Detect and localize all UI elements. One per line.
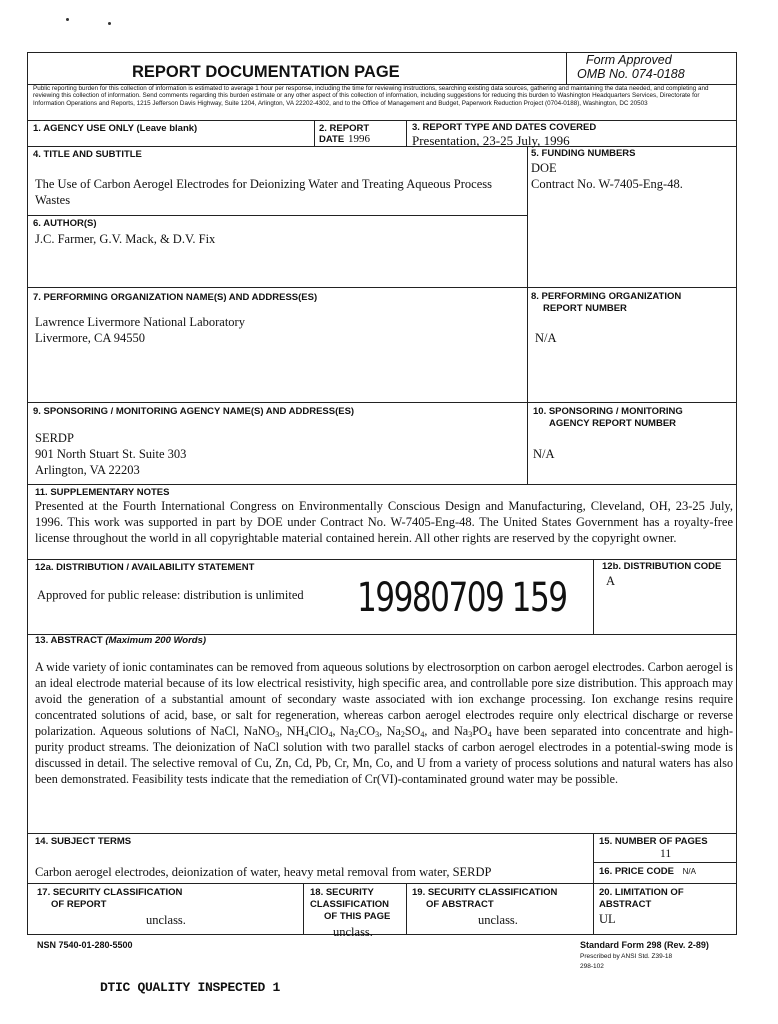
performing-org-label: 7. PERFORMING ORGANIZATION NAME(S) AND ADDRESS(ES) <box>33 292 318 303</box>
report-type-label: 3. REPORT TYPE AND DATES COVERED <box>412 122 597 133</box>
form-code: 298-102 <box>580 963 604 970</box>
report-date-label: 2. REPORT <box>319 123 370 134</box>
rule <box>27 120 737 121</box>
report-date-label-2: DATE <box>319 134 345 145</box>
dtic-quality-stamp: DTIC QUALITY INSPECTED 1 <box>100 980 281 995</box>
rule <box>593 862 737 863</box>
rule <box>303 883 304 935</box>
rule <box>27 402 737 403</box>
security-report-label: 17. SECURITY CLASSIFICATION <box>37 887 183 898</box>
security-abstract-label-2: OF ABSTRACT <box>426 899 494 910</box>
rule <box>27 833 737 834</box>
price-code-label <box>599 866 696 878</box>
abstract-label-note: (Maximum 200 Words) <box>105 635 207 646</box>
number-of-pages-label: 15. NUMBER OF PAGES <box>599 836 708 847</box>
performing-report-label: 8. PERFORMING ORGANIZATION <box>531 291 682 302</box>
rule <box>527 146 528 484</box>
title-subtitle-label: 4. TITLE AND SUBTITLE <box>33 149 142 160</box>
abstract-text: A wide variety of ionic contaminates can be removed from aqueous solutions by electrosorption on carbon aerogel electrodes. Carbon aerogel is an ideal electrode material because of its low electrical resistivity, high specific area, and controllable pore size distribution. This approach may avoid the generation of a substantial amount of secondary waste associated with ion exchange processing. Ion exchange resins require concentrated solutions of acid, base, or salt for regeneration, whereas carbon aerogel electrodes require only electrical discharge or reverse polarization. Aqueous solutions of NaCl, NaNO$_3$, $NH_4ClO_4$, $Na_2CO_3$, $Na_2SO_4$, and $Na_3PO_4$ have been separated into concentrate and high-purity product streams. The deionization of NaCl solution with two parallel stacks of carbon aerogel electrodes in a potential-swing mode is discussed in detail. The selective removal of Cu, Zn, Cd, Pb, Cr, Mn, Co, and U from a variety of process solutions and natural waters has also been demonstrated. Feasibility tests indicate that the remediation of Cr(VI)-contaminated ground water may be possible. <box>35 660 733 786</box>
security-report-value: unclass. <box>146 913 186 927</box>
supplementary-label: 11. SUPPLEMENTARY NOTES <box>35 487 170 498</box>
nsn-number: NSN 7540-01-280-5500 <box>37 940 133 950</box>
authors-label: 6. AUTHOR(S) <box>33 218 97 229</box>
rule <box>27 559 737 560</box>
security-report-label-2: OF REPORT <box>51 899 107 910</box>
abstract-label <box>35 635 206 647</box>
supplementary-value: Presented at the Fourth International Congress on Environmentally Conscious Design and Manufacturing, Cleveland, OH, 23-25 July, 1996. This work was supported in part by DOE under Contract No. W-7405-Eng-48. The United States Government has a royalty-free license throughout the world in all copyrightable material contained herein. All other rights are reserved by the copyright owner. <box>35 499 733 545</box>
limitation-label: 20. LIMITATION OF <box>599 887 684 898</box>
rule <box>593 634 737 635</box>
distribution-code-label: 12b. DISTRIBUTION CODE <box>602 561 722 572</box>
number-of-pages-value: 11 <box>660 848 672 860</box>
security-abstract-value: unclass. <box>478 913 518 927</box>
authors-value: J.C. Farmer, G.V. Mack, & D.V. Fix <box>35 232 216 246</box>
limitation-value: UL <box>599 912 616 926</box>
sponsoring-report-label-2: AGENCY REPORT NUMBER <box>549 418 677 429</box>
price-code-value: N/A <box>682 867 696 876</box>
security-page-label-2: CLASSIFICATION <box>310 899 389 910</box>
rule <box>593 833 594 935</box>
subject-terms-value: Carbon aerogel electrodes, deionization of water, heavy metal removal from water, SERDP <box>35 865 492 879</box>
performing-org-line-1: Lawrence Livermore National Laboratory <box>35 315 245 329</box>
performing-org-line-2: Livermore, CA 94550 <box>35 331 146 345</box>
prescribed-by: Prescribed by ANSI Std. Z39-18 <box>580 953 673 960</box>
rule <box>406 883 407 935</box>
distribution-value: Approved for public release: distribution is unlimited <box>37 588 304 602</box>
performing-report-label-2: REPORT NUMBER <box>543 303 627 314</box>
sponsoring-line-2: 901 North Stuart St. Suite 303 <box>35 447 187 461</box>
rule <box>406 120 407 146</box>
accession-number: 19980709 159 <box>357 575 567 621</box>
standard-form: Standard Form 298 (Rev. 2-89) <box>580 940 709 950</box>
page-title: REPORT DOCUMENTATION PAGE <box>132 63 400 81</box>
limitation-label-2: ABSTRACT <box>599 899 652 910</box>
funding-line-2: Contract No. W-7405-Eng-48. <box>531 177 683 191</box>
distribution-code-value: A <box>606 574 616 588</box>
security-page-label: 18. SECURITY <box>310 887 374 898</box>
sponsoring-line-3: Arlington, VA 22203 <box>35 463 140 477</box>
funding-numbers-label: 5. FUNDING NUMBERS <box>531 148 636 159</box>
form-approved-label: Form Approved <box>586 53 672 67</box>
price-code-label-text: 16. PRICE CODE <box>599 866 674 877</box>
abstract-label-text: 13. ABSTRACT <box>35 635 103 646</box>
distribution-label: 12a. DISTRIBUTION / AVAILABILITY STATEMENT <box>35 562 255 573</box>
agency-use-label: 1. AGENCY USE ONLY (Leave blank) <box>33 123 198 134</box>
rule <box>314 120 315 146</box>
scan-mark <box>108 22 111 25</box>
security-page-label-3: OF THIS PAGE <box>324 911 391 922</box>
scan-mark <box>66 18 69 21</box>
funding-line-1: DOE <box>531 161 557 175</box>
rule <box>27 287 737 288</box>
rule <box>27 215 527 216</box>
sponsoring-label: 9. SPONSORING / MONITORING AGENCY NAME(S) AND ADDRESS(ES) <box>33 406 355 417</box>
burden-notice: Public reporting burden for this collection of information is estimated to average 1 hour per response, including the time for reviewing instructions, searching existing data sources, gathering and maintaining the data needed, and completing and reviewing this collection of information. Send comments regarding this burden estimate or any other aspect of this collection of information, including suggestions for reducing this burden to Washington Headquarters Services, Directorate for Information Operations and Reports, 1215 Jefferson Davis Highway, Suite 1204, Arlington, VA 22202-4302, and to the Office of Management and Budget, Paperwork Reduction Project (0704-0188), Washington, DC 20503 <box>33 85 709 107</box>
rule <box>566 52 567 84</box>
rule <box>27 484 737 485</box>
rule <box>27 883 737 884</box>
omb-number: OMB No. 074-0188 <box>577 67 685 81</box>
sponsoring-line-1: SERDP <box>35 431 74 445</box>
report-date-value: 1996 <box>348 133 370 145</box>
sponsoring-report-label: 10. SPONSORING / MONITORING <box>533 406 683 417</box>
rule <box>593 559 594 634</box>
rule <box>27 146 737 147</box>
subject-terms-label: 14. SUBJECT TERMS <box>35 836 132 847</box>
performing-report-value: N/A <box>535 331 557 345</box>
security-abstract-label: 19. SECURITY CLASSIFICATION <box>412 887 558 898</box>
security-page-value: unclass. <box>333 925 373 939</box>
report-type-value: Presentation, 23-25 July, 1996 <box>412 133 570 148</box>
title-subtitle-value: The Use of Carbon Aerogel Electrodes for Deionizing Water and Treating Aqueous Process Wastes <box>35 177 492 207</box>
sponsoring-report-value: N/A <box>533 447 555 461</box>
